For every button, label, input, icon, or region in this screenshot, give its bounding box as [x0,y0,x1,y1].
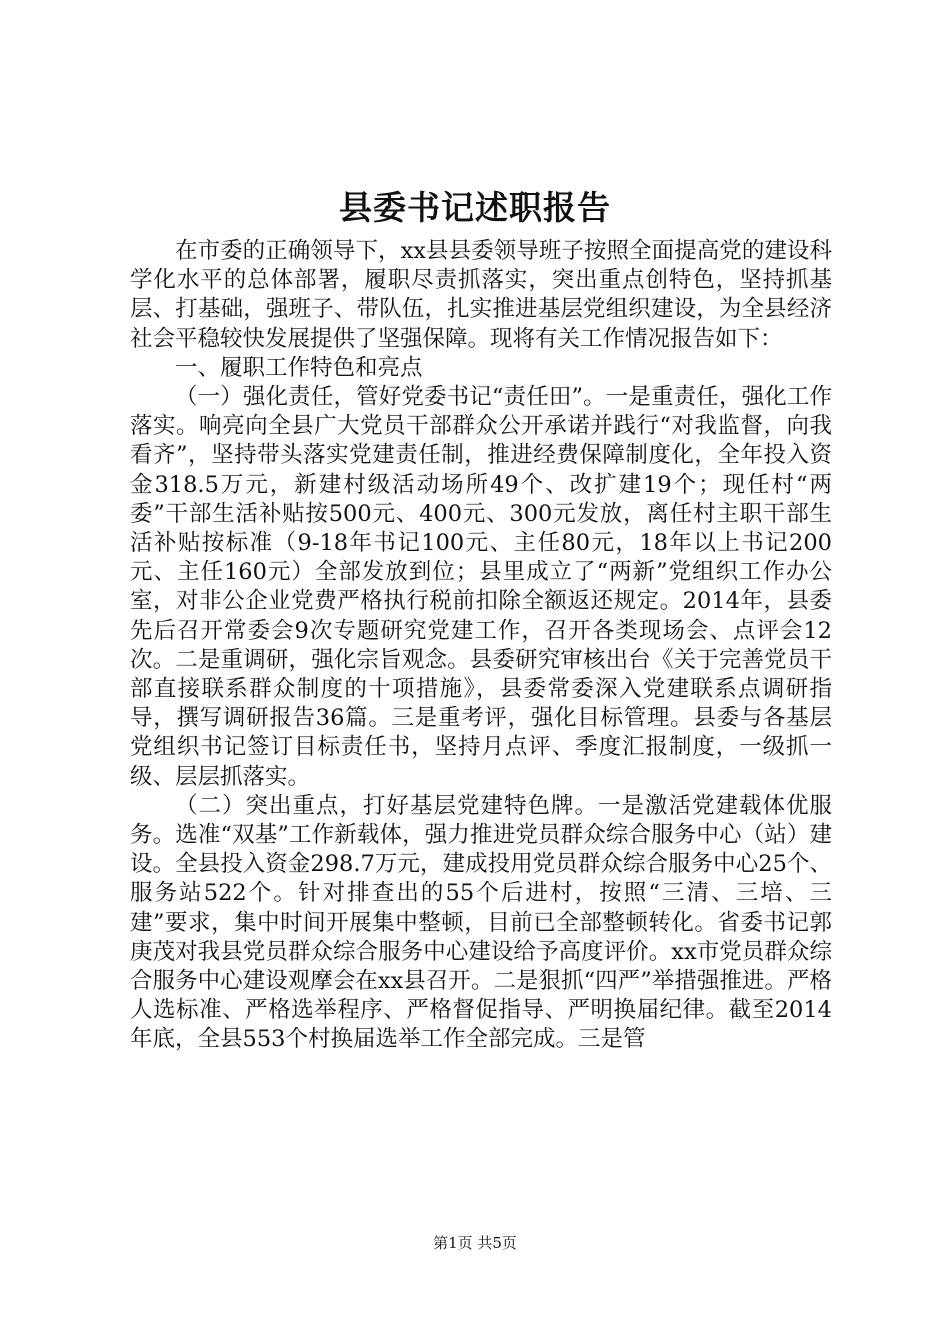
paragraph-intro: 在市委的正确领导下，xx县县委领导班子按照全面提高党的建设科学化水平的总体部署，履职尽责抓落实，突出重点创特色，坚持抓基层、打基础，强班子、带队伍，扎实推进基层党组织建设，为全县经济社会平稳较快发展提供了坚强保障。现将有关工作情况报告如下： [130,238,832,352]
page-footer: 第1页 共5页 [433,1234,517,1252]
document-body [130,237,832,1055]
paragraph-section-1-2: （二）突出重点，打好基层党建特色牌。一是激活党建载体优服务。选准“双基”工作新载体，强力推进党员群众综合服务中心（站）建设。全县投入资金298.7万元，建成投用党员群众综合服务中心25个、服务站522个。针对排查出的55个后进村，按照“三清、三培、三建”要求，集中时间开展集中整顿，目前已全部整顿转化。省委书记郭庚茂对我县党员群众综合服务中心建设给予高度评价。xx市党员群众综合服务中心建设观摩会在xx县召开。二是狠抓“四严”举措强推进。严格人选标准、严格选举程序、严格督促指导、严明换届纪律。截至2014年底，全县553个村换届选举工作全部完成。三是管 [130,792,832,1053]
document-title: 县委书记述职报告 [339,188,611,227]
section-heading-1: 一、履职工作特色和亮点 [175,354,423,381]
paragraph-section-1-1: （一）强化责任，管好党委书记“责任田”。一是重责任，强化工作落实。响亮向全县广大党员干部群众公开承诺并践行“对我监督，向我看齐”，坚持带头落实党建责任制，推进经费保障制度化，全年投入资金318.5万元，新建村级活动场所49个、改扩建19个；现任村“两委”干部生活补贴按500元、400元、300元发放，离任村主职干部生活补贴按标准（9-18年书记100元、主任80元，18年以上书记200元、主任160元）全部发放到位；县里成立了“两新”党组织工作办公室，对非公企业党费严格执行税前扣除全额返还规定。2014年，县委先后召开常委会9次专题研究党建工作，召开各类现场会、点评会12次。二是重调研，强化宗旨观念。县委研究审核出台《关于完善党员干部直接联系群众制度的十项措施》，县委常委深入党建联系点调研指导，撰写调研报告36篇。三是重考评，强化目标管理。县委与各基层党组织书记签订目标责任书，坚持月点评、季度汇报制度，一级抓一级、层层抓落实。 [130,384,832,790]
